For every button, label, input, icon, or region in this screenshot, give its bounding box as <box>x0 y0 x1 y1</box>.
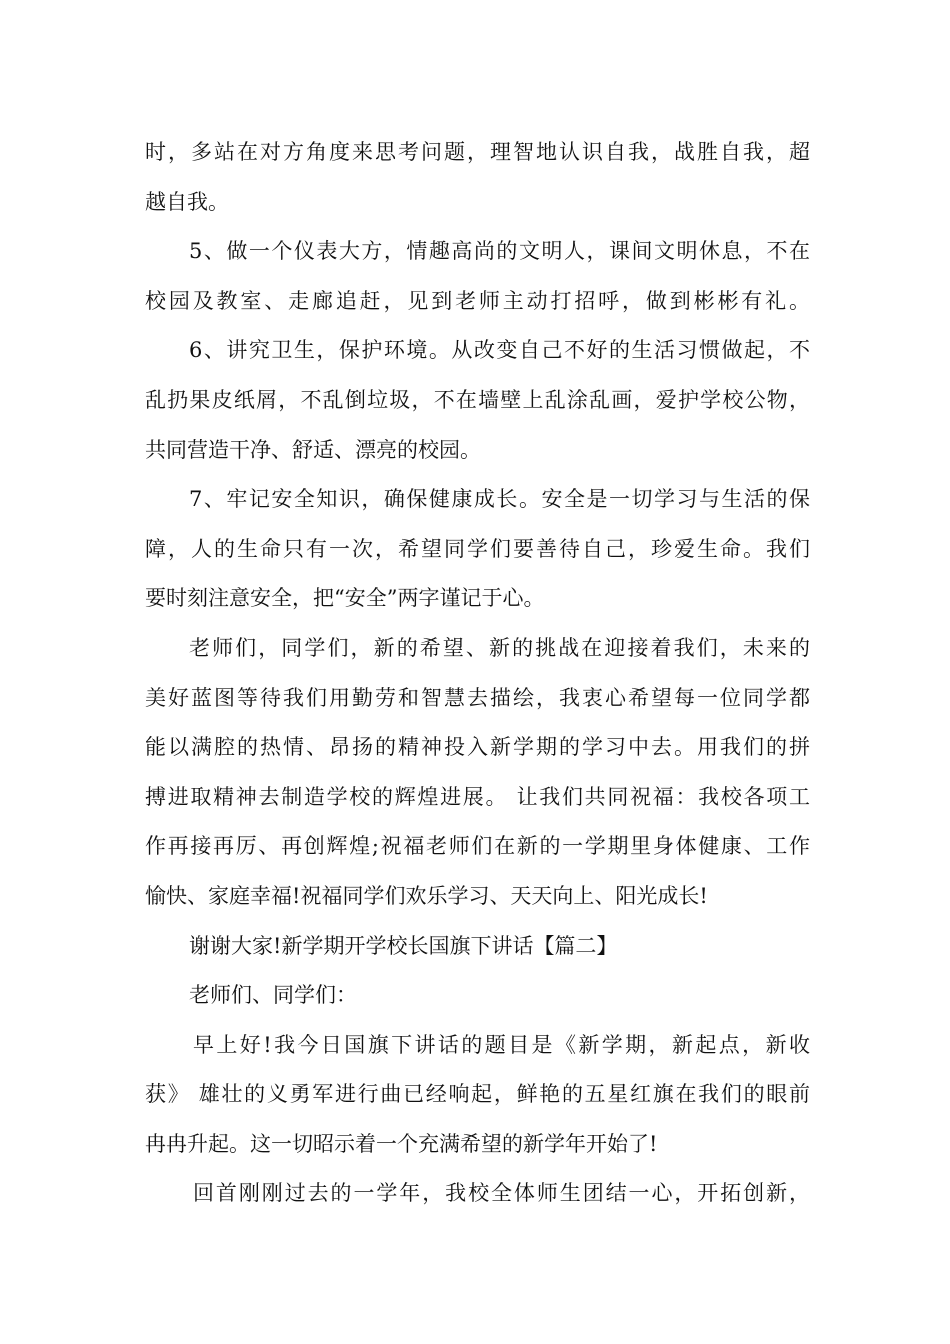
text-line: 获》 雄壮的义勇军进行曲已经响起，鲜艳的五星红旗在我们的眼前 <box>145 1082 810 1107</box>
text-line: 能以满腔的热情、昂扬的精神投入新学期的学习中去。用我们的拼 <box>145 735 810 760</box>
text-line: 愉快、家庭幸福!祝福同学们欢乐学习、天天向上、阳光成长! <box>145 883 708 908</box>
text-line: 老师们，同学们，新的希望、新的挑战在迎接着我们，未来的 <box>189 635 810 660</box>
text-line: 冉冉升起。这一切昭示着一个充满希望的新学年开始了! <box>145 1131 658 1156</box>
salutation: 老师们、同学们： <box>189 983 357 1008</box>
text-line: 7、牢记安全知识，确保健康成长。安全是一切学习与生活的保 <box>189 487 810 512</box>
text-line: 校园及教室、走廊追赶，见到老师主动打招呼，做到彬彬有礼。 <box>145 288 810 313</box>
text-line: 6、讲究卫生，保护环境。从改变自己不好的生活习惯做起，不 <box>189 338 810 363</box>
text-line: 早上好!我今日国旗下讲话的题目是《新学期，新起点，新收 <box>193 1032 810 1057</box>
text-line: 乱扔果皮纸屑，不乱倒垃圾，不在墙壁上乱涂乱画，爱护学校公物， <box>145 387 810 412</box>
text-line: 要时刻注意安全，把“安全”两字谨记于心。 <box>145 586 545 611</box>
document-body <box>145 128 810 1219</box>
text-line: 共同营造干净、舒适、漂亮的校园。 <box>145 437 481 462</box>
text-line: 时，多站在对方角度来思考问题，理智地认识自我，战胜自我，超 <box>145 140 810 164</box>
text-line: 越自我。 <box>145 189 229 214</box>
text-line: 5、做一个仪表大方，情趣高尚的文明人，课间文明休息，不在 <box>189 239 810 264</box>
text-line: 作再接再厉、再创辉煌;祝福老师们在新的一学期里身体健康、工作 <box>145 834 810 859</box>
text-line: 障，人的生命只有一次，希望同学们要善待自己，珍爱生命。我们 <box>145 536 810 561</box>
section-heading: 谢谢大家!新学期开学校长国旗下讲话【篇二】 <box>189 933 618 958</box>
text-line: 美好蓝图等待我们用勤劳和智慧去描绘，我衷心希望每一位同学都 <box>145 685 810 710</box>
text-line: 回首刚刚过去的一学年，我校全体师生团结一心，开拓创新， <box>193 1181 810 1206</box>
text-line: 搏进取精神去制造学校的辉煌进展。 让我们共同祝福：我校各项工 <box>145 784 810 809</box>
